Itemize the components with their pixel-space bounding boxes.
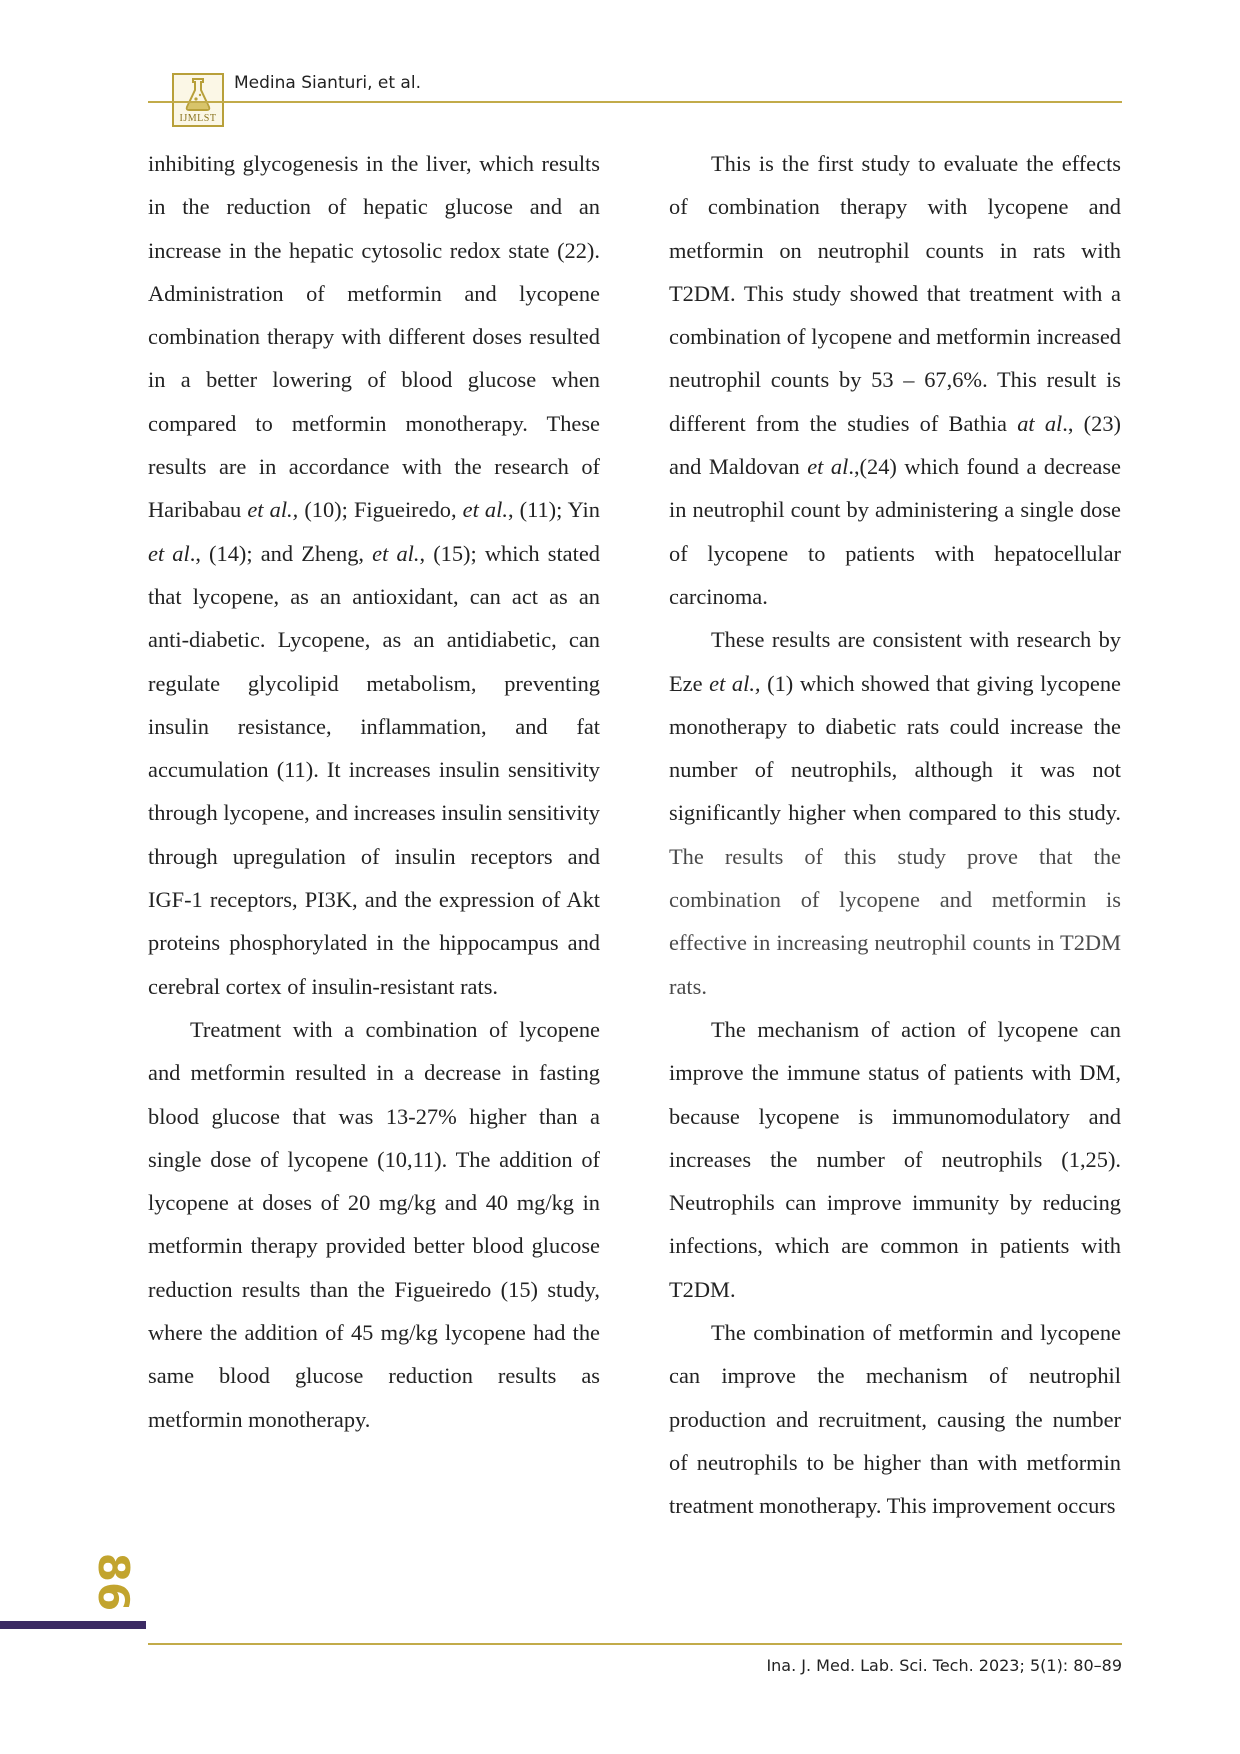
flask-icon [174,75,222,115]
left-paragraph-1: inhibiting glycogenesis in the liver, which results in the reduction of hepatic glucose and an increase in the hepatic cytosolic redox state (22). Administration of metformin and lycopene combination therapy with different doses resulted in a better lowering of blood glucose when compared to metformin monotherapy. These results are in accordance with the research of Haribabau et al., (10); Figueiredo, et al., (11); Yin et al., (14); and Zheng, et al., (15); which stated that lycopene, as an antioxidant, can act as an anti-diabetic. Lycopene, as an antidiabetic, can regulate glycolipid metabolism, preventing insulin resistance, inflammation, and fat accumulation (11). It increases insulin sensitivity through lycopene, and increases insulin sensitivity through upregulation of insulin receptors and IGF-1 receptors, PI3K, and the expression of Akt proteins phosphorylated in the hippocampus and cerebral cortex of insulin-resistant rats. [148,151,600,999]
logo-text: IJMLST [179,113,217,124]
right-paragraph-2: These results are consistent with research by Eze et al., (1) which showed that giving lycopene monotherapy to diabetic rats could increase the number of neutrophils, although it was not significantly higher when compared to this study. The results of this study prove that the combination of lycopene and metformin is effective in increasing neutrophil counts in T2DM rats. [669,627,1121,999]
page-number-bar [0,1621,146,1629]
left-paragraph-2: Treatment with a combination of lycopene and metformin resulted in a decrease in fasting blood glucose that was 13-27% higher than a single dose of lycopene (10,11). The addition of lycopene at doses of 20 mg/kg and 40 mg/kg in metformin therapy provided better blood glucose reduction results than the Figueiredo (15) study, where the addition of 45 mg/kg lycopene had the same blood glucose reduction results as metformin monotherapy. [148,1016,600,1432]
page-number: 86 [89,1552,139,1612]
footer-divider [148,1643,1122,1645]
right-paragraph-3: The mechanism of action of lycopene can improve the immune status of patients with DM, because lycopene is immunomodulatory and increases the number of neutrophils (1,25). Neutrophils can improve immunity by reducing infections, which are common in patients with T2DM. [669,1016,1121,1302]
left-column [148,142,600,1441]
right-column [669,142,1121,1528]
journal-logo [172,73,224,127]
header-divider [148,101,1122,103]
journal-citation: Ina. J. Med. Lab. Sci. Tech. 2023; 5(1): 80–89 [766,1656,1122,1675]
right-paragraph-4: The combination of metformin and lycopene can improve the mechanism of neutrophil production and recruitment, causing the number of neutrophils to be higher than with metformin treatment monotherapy. This improvement occurs [669,1320,1121,1519]
running-header-author: Medina Sianturi, et al. [234,73,421,93]
right-paragraph-1: This is the first study to evaluate the effects of combination therapy with lycopene and metformin on neutrophil counts in rats with T2DM. This study showed that treatment with a combination of lycopene and metformin increased neutrophil counts by 53 – 67,6%. This result is different from the studies of Bathia at al., (23) and Maldovan et al.,(24) which found a decrease in neutrophil count by administering a single dose of lycopene to patients with hepatocellular carcinoma. [669,151,1121,609]
